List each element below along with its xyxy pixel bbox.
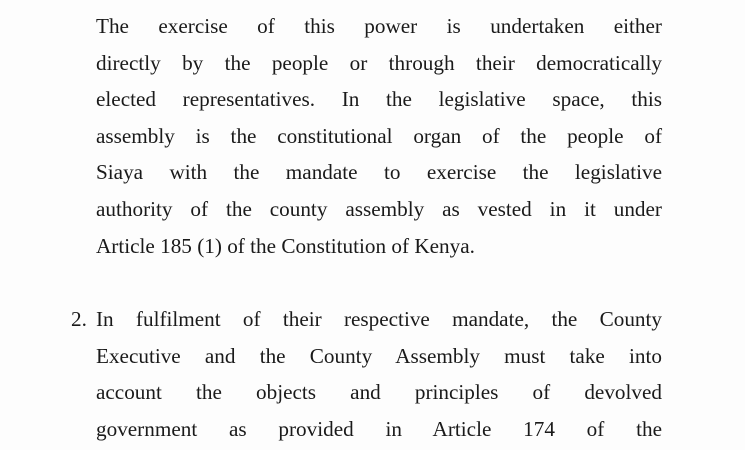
paragraph-1-line-3: elected representatives. In the legislative space, this [96, 87, 662, 112]
paragraph-1-line-2: directly by the people or through their democratically [96, 50, 662, 75]
paragraph-1 [96, 8, 662, 264]
paragraph-1-line-1: The exercise of this power is undertaken either [96, 14, 662, 38]
paragraph-2-line-4: government as provided in Article 174 of the [96, 416, 662, 441]
cropped-previous-line [96, 0, 661, 2]
paragraph-2-line-3: account the objects and principles of devolved [96, 380, 662, 405]
paragraph-1-line-6: authority of the county assembly as vested in it under [96, 196, 662, 221]
paragraph-2-line-2: Executive and the County Assembly must take into [96, 343, 662, 368]
paragraph-1-line-7: Article 185 (1) of the Constitution of Kenya. [96, 233, 475, 258]
paragraph-1-line-4: assembly is the constitutional organ of the people of [96, 123, 662, 148]
paragraph-2-line-1: In fulfilment of their respective mandate, the County [96, 307, 662, 331]
paragraph-1-line-5: Siaya with the mandate to exercise the legislative [96, 160, 662, 185]
paragraph-2-number: 2. [71, 307, 87, 331]
paragraph-2 [96, 301, 662, 447]
